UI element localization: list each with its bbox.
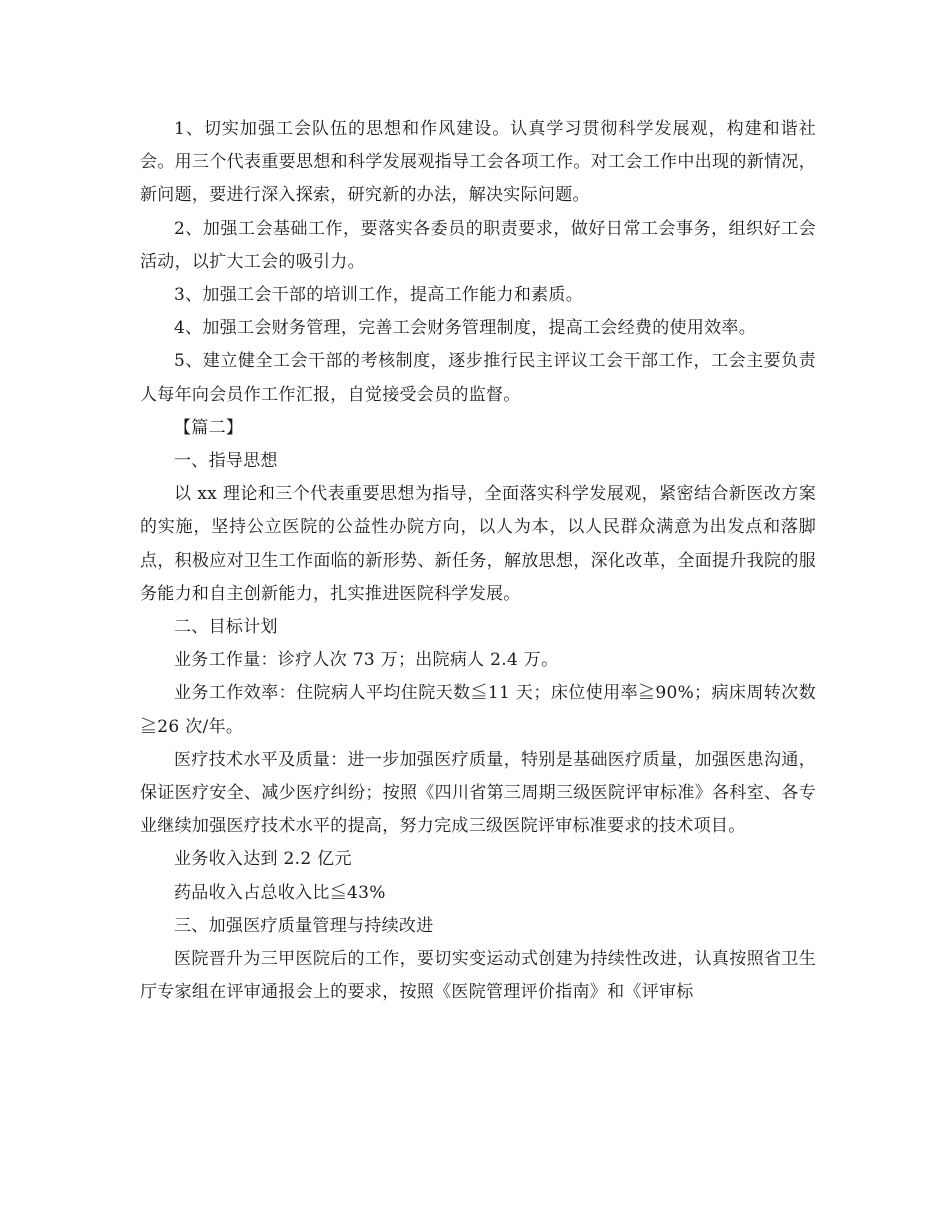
paragraph-revenue: 业务收入达到 2.2 亿元 (174, 849, 352, 870)
section-title-part-two: 【篇二】 (174, 417, 244, 438)
section-heading-guiding-thought: 一、指导思想 (174, 451, 278, 472)
paragraph-item-5: 5、建立健全工会干部的考核制度，逐步推行民主评议工会干部工作，工会主要负责人每年向会员作工作汇报，自觉接受会员的监督。 (140, 351, 816, 405)
paragraph-guiding-thought: 以 xx 理论和三个代表重要思想为指导，全面落实科学发展观，紧密结合新医改方案的实施，坚持公立医院的公益性办院方向，以人为本，以人民群众满意为出发点和落脚点，积极应对卫生工作面临的新形势、新任务，解放思想，深化改革，全面提升我院的服务能力和自主创新能力，扎实推进医院科学发展。 (140, 484, 816, 604)
paragraph-item-2: 2、加强工会基础工作，要落实各委员的职责要求，做好日常工会事务，组织好工会活动，以扩大工会的吸引力。 (140, 218, 816, 272)
paragraph-workload: 业务工作量：诊疗人次 73 万；出院病人 2.4 万。 (174, 650, 559, 671)
paragraph-efficiency: 业务工作效率：住院病人平均住院天数≦11 天；床位使用率≧90%；病床周转次数≧26 次/年。 (140, 683, 816, 737)
section-heading-goal-plan: 二、目标计划 (174, 617, 278, 638)
paragraph-item-1: 1、切实加强工会队伍的思想和作风建设。认真学习贯彻科学发展观，构建和谐社会。用三个代表重要思想和科学发展观指导工会各项工作。对工会工作中出现的新情况，新问题，要进行深入探索，研究新的办法，解决实际问题。 (140, 119, 816, 206)
section-heading-quality-management: 三、加强医疗质量管理与持续改进 (174, 915, 434, 936)
paragraph-quality-improvement: 医院晋升为三甲医院后的工作，要切实变运动式创建为持续性改进，认真按照省卫生厅专家组在评审通报会上的要求，按照《医院管理评价指南》和《评审标 (140, 949, 816, 1003)
paragraph-drug-ratio: 药品收入占总收入比≦43% (174, 882, 386, 903)
document-page (140, 113, 816, 1009)
paragraph-item-3: 3、加强工会干部的培训工作，提高工作能力和素质。 (174, 285, 584, 306)
paragraph-item-4: 4、加强工会财务管理，完善工会财务管理制度，提高工会经费的使用效率。 (174, 318, 757, 339)
paragraph-medical-quality: 医疗技术水平及质量：进一步加强医疗质量，特别是基础医疗质量，加强医患沟通，保证医疗安全、减少医疗纠纷；按照《四川省第三周期三级医院评审标准》各科室、各专业继续加强医疗技术水平的提高，努力完成三级医院评审标准要求的技术项目。 (140, 749, 816, 837)
